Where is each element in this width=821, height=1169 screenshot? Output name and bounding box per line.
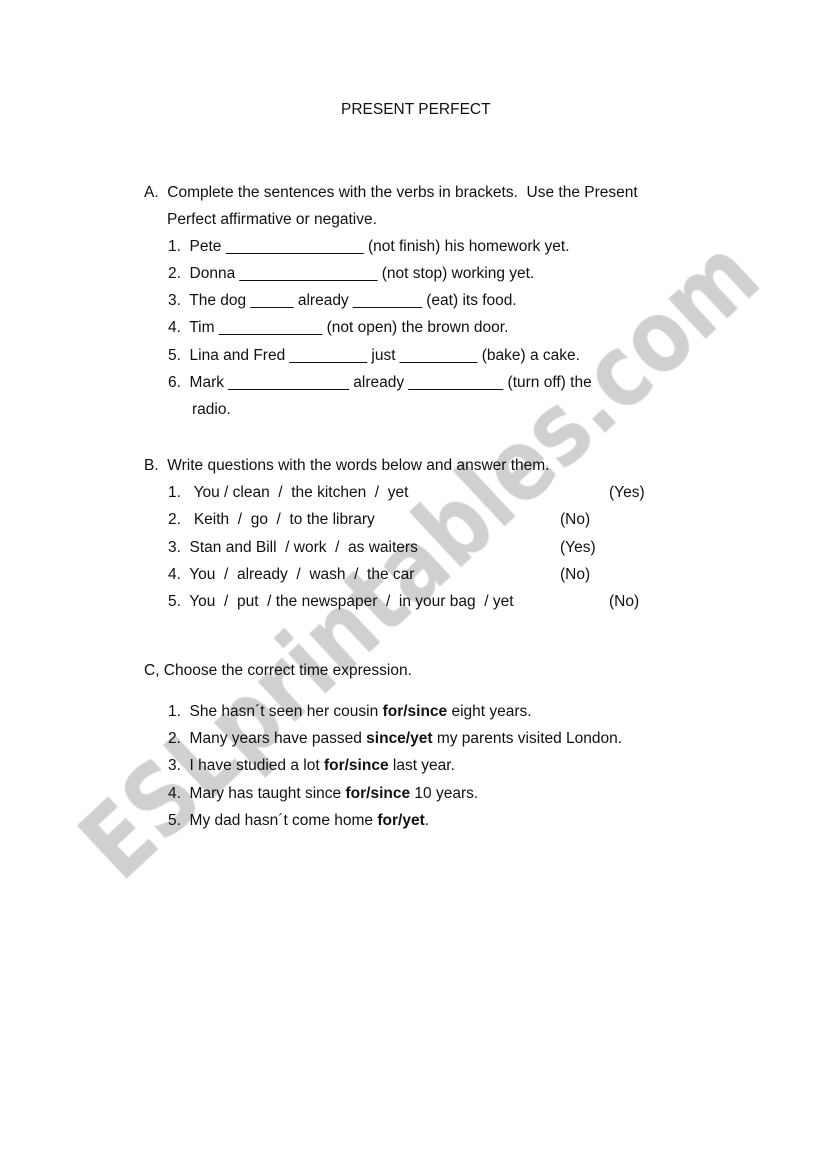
exercise-item: 2. Donna ________________ (not stop) working yet. [168,265,535,282]
choice-options: for/since [345,785,411,802]
item-text: . [424,812,430,829]
answer-hint: (Yes) [560,539,596,556]
item-text: 5. My dad hasn´t come home [168,812,378,829]
item-text: last year. [388,757,455,774]
section-a-instruction-cont: Perfect affirmative or negative. [167,211,377,228]
question-item: 5. You / put / the newspaper / in your bag / yet [168,593,514,610]
choice-options: for/since [323,757,389,774]
question-item: 1. You / clean / the kitchen / yet [168,484,409,501]
page-title: PRESENT PERFECT [341,101,491,118]
exercise-item: 6. Mark ______________ already ___________ (turn off) the [168,374,592,391]
section-c-instruction: C, Choose the correct time expression. [144,662,412,679]
item-text: 2. Many years have passed [168,730,367,747]
item-text: eight years. [447,703,532,720]
answer-hint: (No) [560,566,591,583]
answer-hint: (Yes) [609,484,645,501]
answer-hint: (No) [560,511,591,528]
choice-item [168,811,429,831]
section-a-instruction: A. Complete the sentences with the verbs in brackets. Use the Present [144,184,638,201]
item-text: 1. She hasn´t seen her cousin [168,703,383,720]
choice-options: for/yet [377,812,425,829]
question-item: 2. Keith / go / to the library [168,511,375,528]
choice-item [168,756,455,776]
exercise-item: 4. Tim ____________ (not open) the brown door. [168,319,509,336]
exercise-item: 1. Pete ________________ (not finish) his homework yet. [168,238,570,255]
question-item: 4. You / already / wash / the car [168,566,415,583]
item-text: my parents visited London. [432,730,623,747]
choice-options: for/since [382,703,448,720]
item-text: 3. I have studied a lot [168,757,324,774]
choice-item [168,784,478,804]
item-text: 10 years. [410,785,479,802]
item-text: 4. Mary has taught since [168,785,346,802]
answer-hint: (No) [609,593,640,610]
choice-item [168,729,622,749]
choice-options: since/yet [366,730,433,747]
exercise-item: 3. The dog _____ already ________ (eat) its food. [168,292,517,309]
question-item: 3. Stan and Bill / work / as waiters [168,539,418,556]
choice-item [168,702,532,722]
exercise-item-cont: radio. [192,401,231,418]
section-b-instruction: B. Write questions with the words below and answer them. [144,457,550,474]
exercise-item: 5. Lina and Fred _________ just _________ (bake) a cake. [168,347,580,364]
